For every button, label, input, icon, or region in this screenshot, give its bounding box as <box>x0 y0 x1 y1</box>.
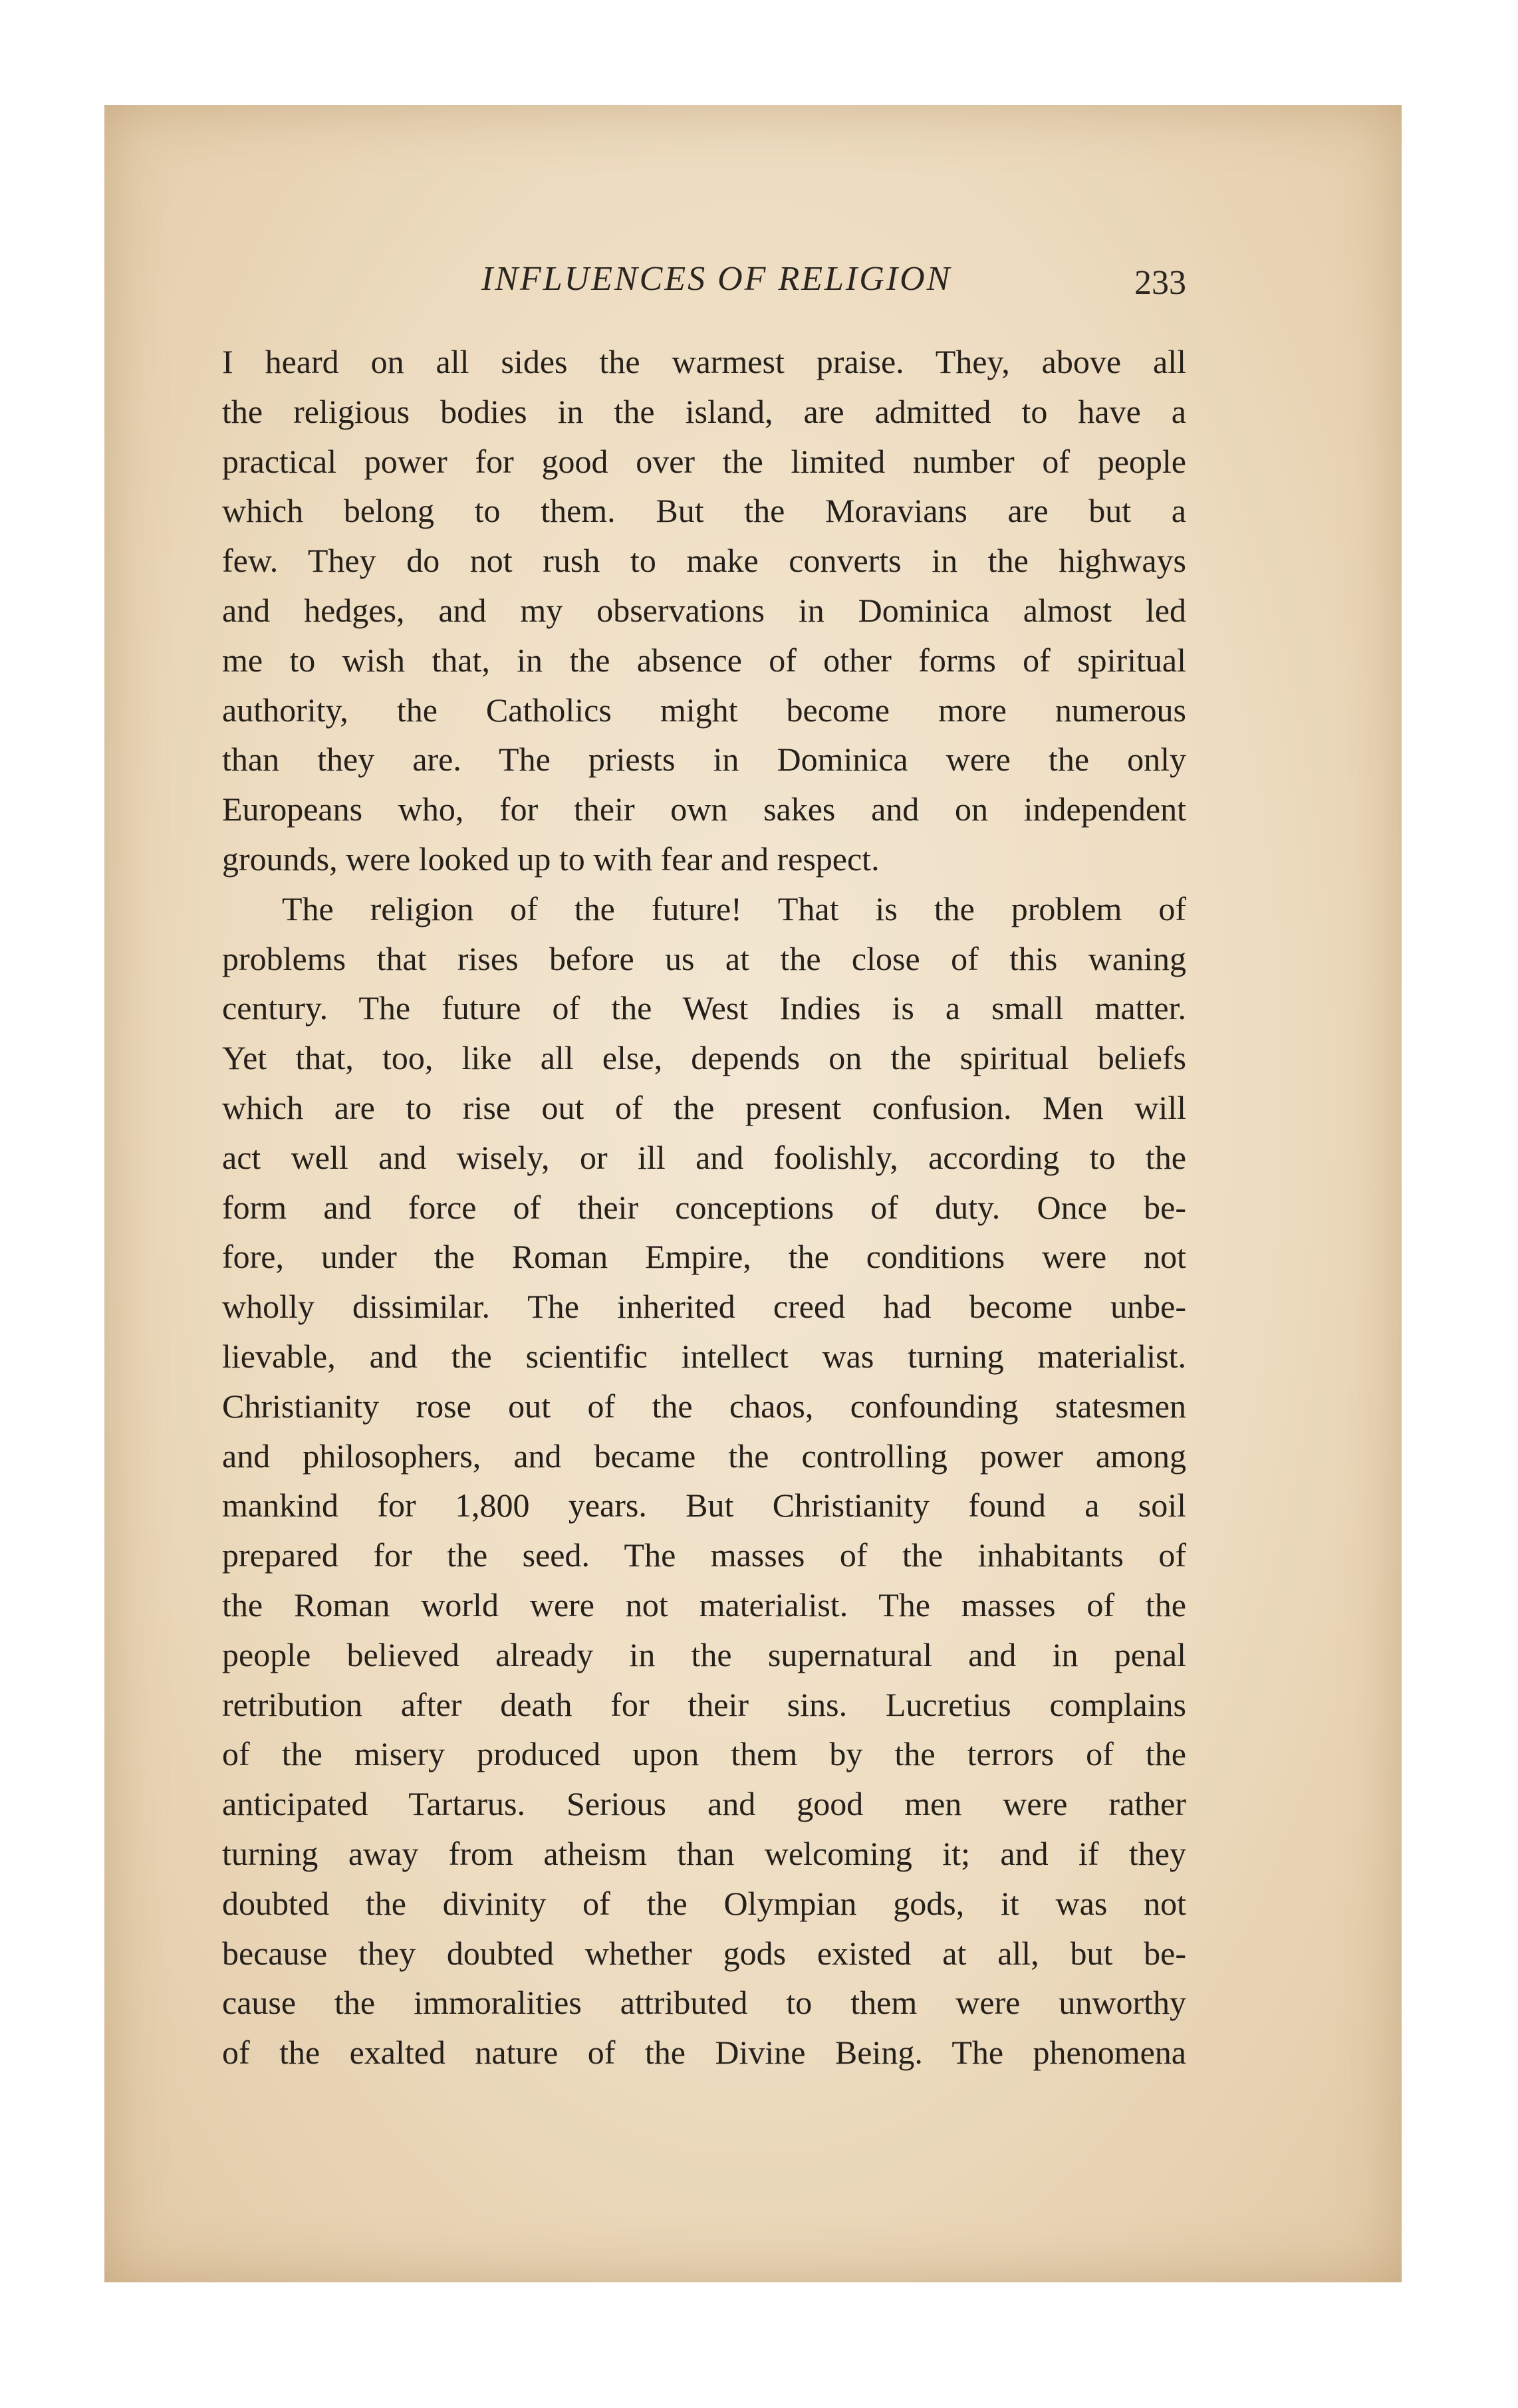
text-line: few. They do not rush to make converts in the highways <box>222 542 1186 580</box>
page-number: 233 <box>1134 264 1186 302</box>
paragraph-end-line: grounds, were looked up to with fear and respect. <box>222 840 880 878</box>
text-line: I heard on all sides the warmest praise. They, above all <box>222 343 1186 380</box>
text-line: of the exalted nature of the Divine Being. The phenomena <box>222 2034 1186 2072</box>
text-line: act well and wisely, or ill and foolishly, according to the <box>222 1138 1186 1176</box>
text-line: people believed already in the supernatural and in penal <box>222 1635 1186 1673</box>
text-line: form and force of their conceptions of duty. Once be- <box>222 1188 1186 1226</box>
text-line: which are to rise out of the present confusion. Men will <box>222 1088 1186 1126</box>
text-line: retribution after death for their sins. Lucretius complains <box>222 1685 1186 1723</box>
text-line: prepared for the seed. The masses of the inhabitants of <box>222 1536 1186 1574</box>
text-line: the religious bodies in the island, are admitted to have a <box>222 392 1186 430</box>
text-line: practical power for good over the limited number of people <box>222 442 1186 480</box>
text-line: problems that rises before us at the close of this waning <box>222 939 1186 977</box>
text-line: of the misery produced upon them by the terrors of the <box>222 1735 1186 1773</box>
text-line: anticipated Tartarus. Serious and good men were rather <box>222 1785 1186 1823</box>
text-line: cause the immoralities attributed to them were unworthy <box>222 1984 1186 2022</box>
text-line: the Roman world were not materialist. The masses of the <box>222 1586 1186 1624</box>
paragraph-first-line: The religion of the future! That is the problem of <box>282 890 1186 927</box>
text-line: and philosophers, and became the controlling power among <box>222 1437 1186 1475</box>
page-header <box>222 253 1186 312</box>
text-line: Yet that, too, like all else, depends on the spiritual beliefs <box>222 1039 1186 1077</box>
text-line: lievable, and the scientific intellect was turning materialist. <box>222 1337 1186 1375</box>
text-line: because they doubted whether gods existed at all, but be- <box>222 1934 1186 1972</box>
text-line: authority, the Catholics might become more numerous <box>222 691 1186 729</box>
text-line: mankind for 1,800 years. But Christianity found a soil <box>222 1487 1186 1524</box>
text-line: wholly dissimilar. The inherited creed had become unbe- <box>222 1288 1186 1326</box>
text-line: fore, under the Roman Empire, the conditions were not <box>222 1238 1186 1276</box>
text-line: Christianity rose out of the chaos, confounding statesmen <box>222 1387 1186 1425</box>
text-line: doubted the divinity of the Olympian gods, it was not <box>222 1884 1186 1922</box>
text-line: century. The future of the West Indies is a small matter. <box>222 989 1186 1027</box>
text-line: and hedges, and my observations in Dominica almost led <box>222 591 1186 629</box>
text-line: which belong to them. But the Moravians are but a <box>222 492 1186 530</box>
text-line: turning away from atheism than welcoming it; and if they <box>222 1834 1186 1872</box>
text-line: me to wish that, in the absence of other forms of spiritual <box>222 641 1186 679</box>
text-line: than they are. The priests in Dominica were the only <box>222 741 1186 779</box>
text-line: Europeans who, for their own sakes and on independent <box>222 790 1186 828</box>
body-text <box>222 337 1186 2078</box>
running-head: INFLUENCES OF RELIGION <box>481 260 952 298</box>
